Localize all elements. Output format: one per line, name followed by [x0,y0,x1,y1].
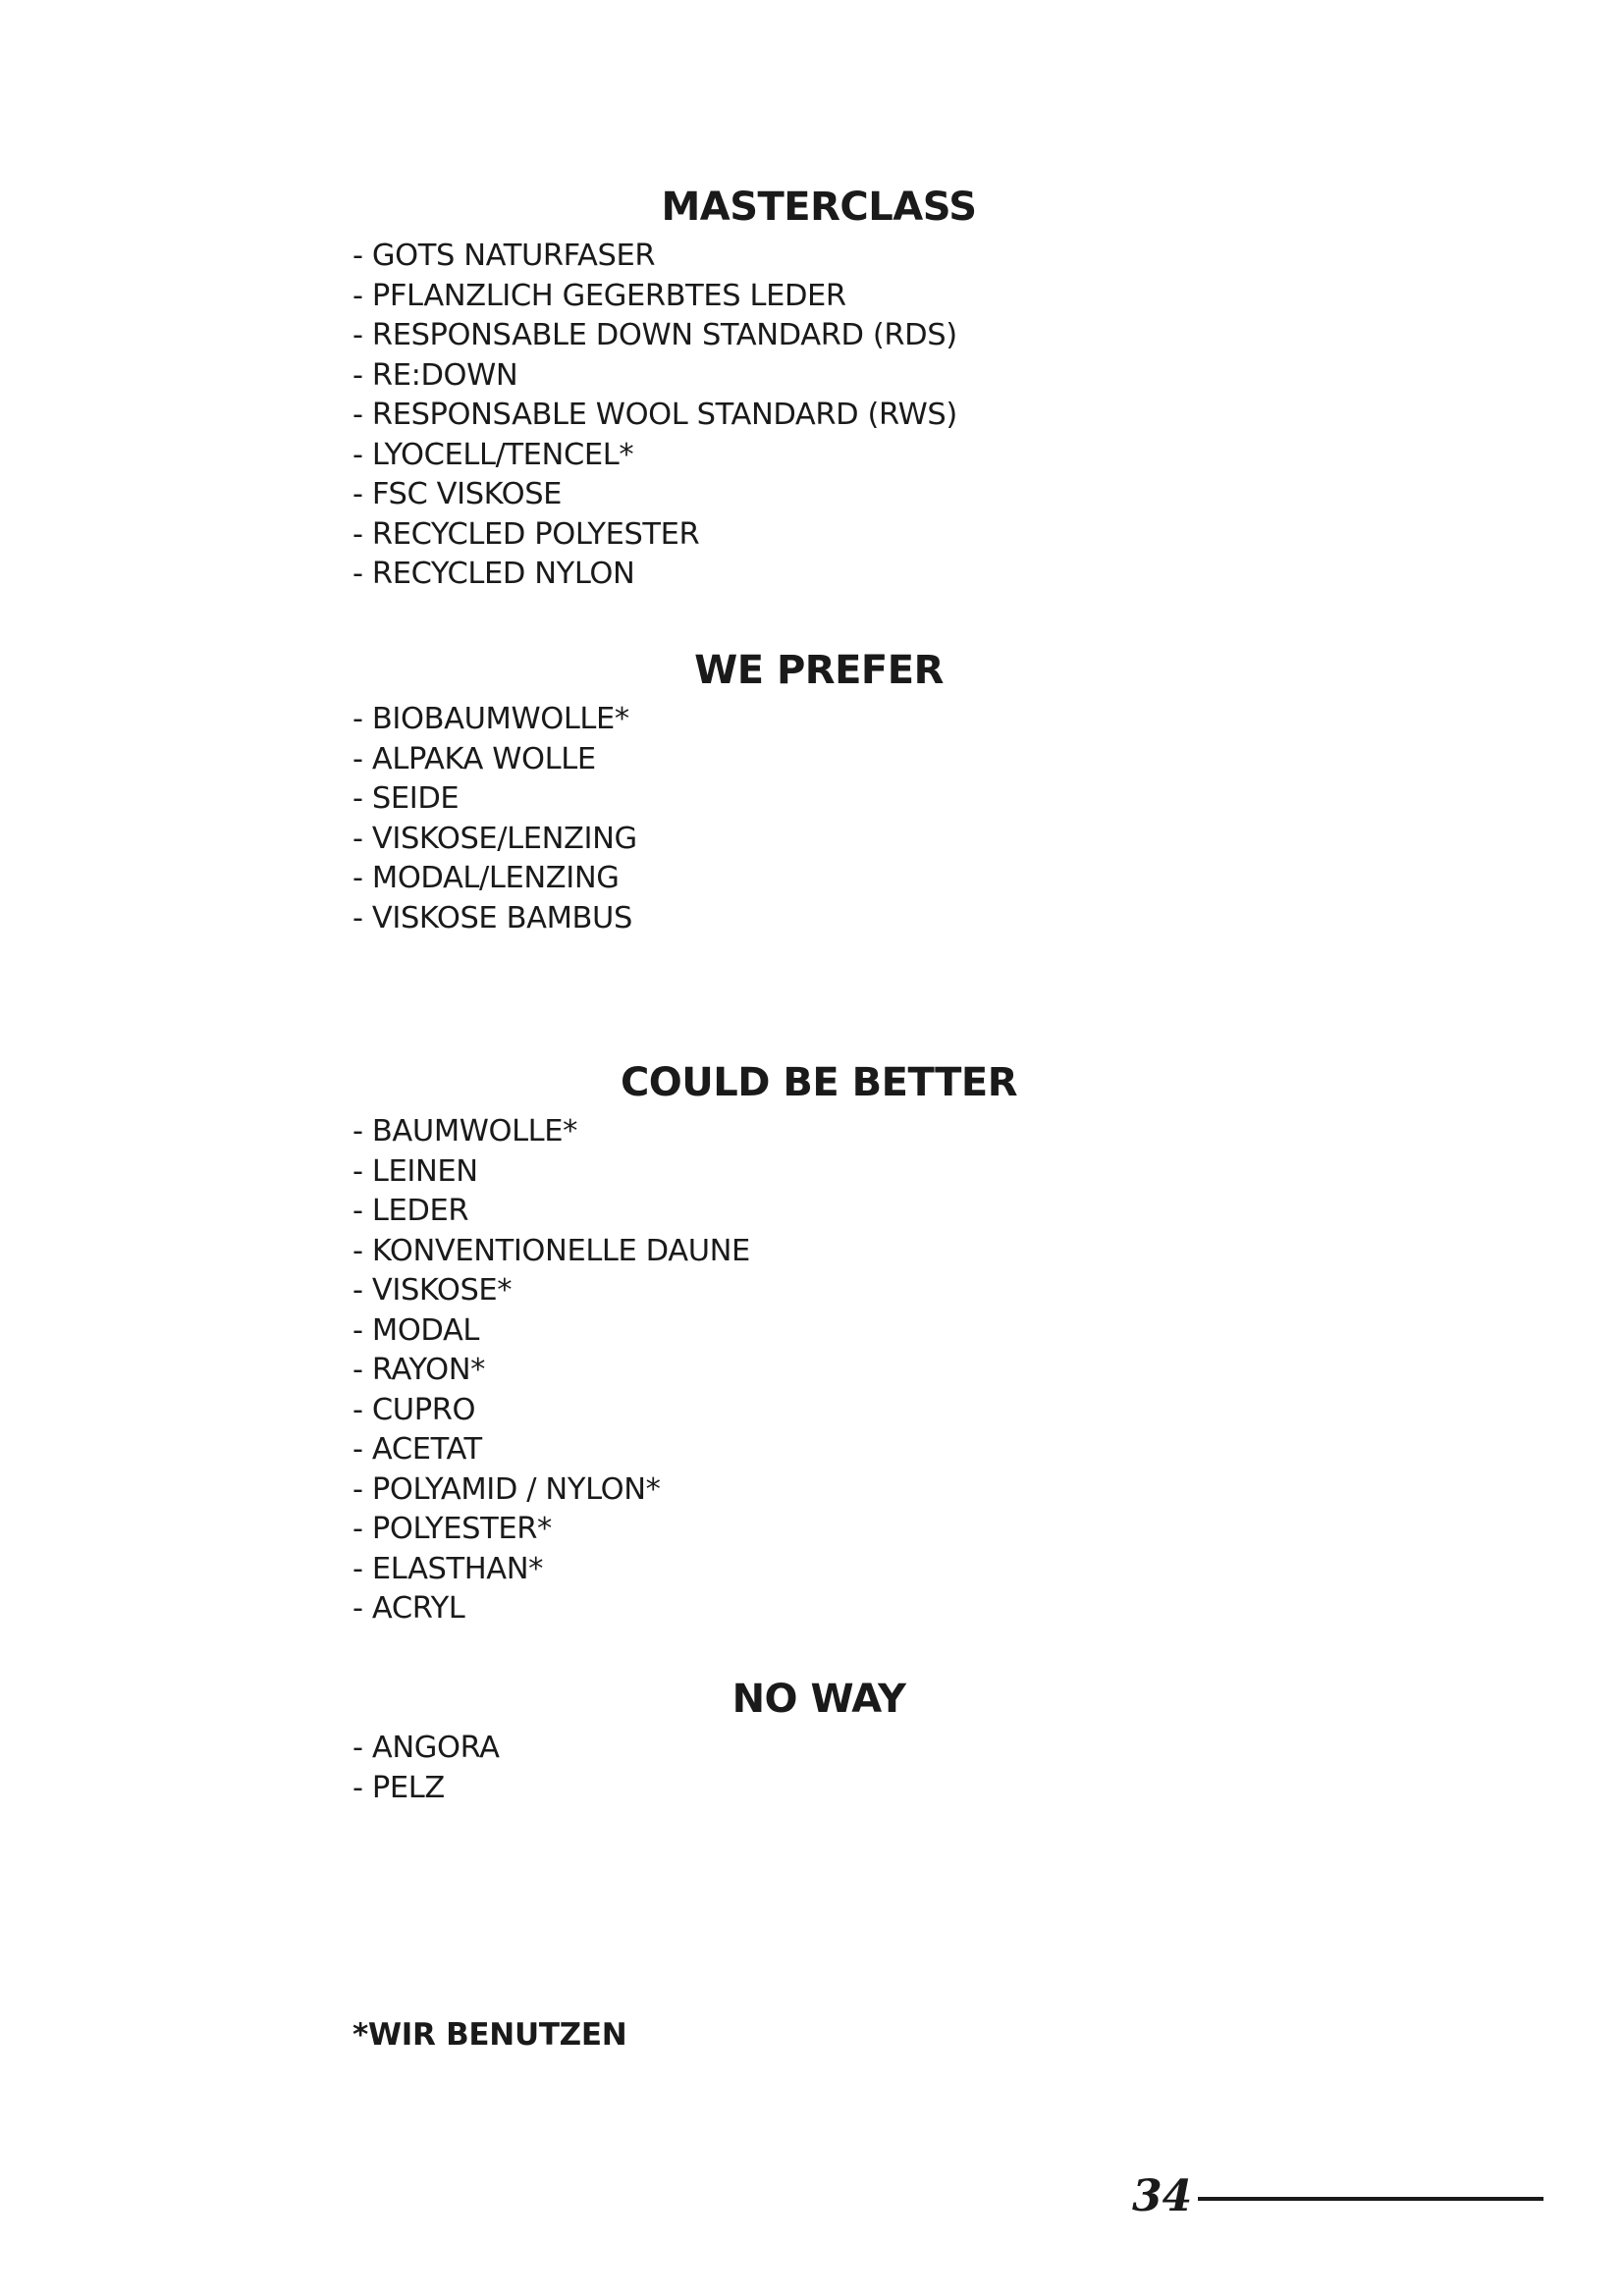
section-title: COULD BE BETTER [620,1060,1018,1105]
list-item: - VISKOSE BAMBUS [352,900,632,935]
list-item: - LEDER [352,1194,469,1228]
list-item: - RESPONSABLE DOWN STANDARD (RDS) [352,318,957,352]
page-number: 34 [1132,2171,1193,2221]
list-item: - POLYAMID / NYLON* [352,1471,661,1507]
list-item: - VISKOSE/LENZING [352,821,637,856]
list-item: - RESPONSABLE WOOL STANDARD (RWS) [352,398,957,432]
footnote: *WIR BENUTZEN [352,2017,627,2053]
list-item: - LEINEN [352,1153,478,1189]
section-title: MASTERCLASS [661,185,977,230]
list-item: - VISKOSE* [352,1273,513,1308]
list-item: - MODAL [352,1312,480,1348]
list-item: - PELZ [352,1770,445,1805]
item-list [352,1729,500,1808]
list-item: - ALPAKA WOLLE [352,741,596,776]
list-item: - SEIDE [352,781,460,816]
list-item: - BIOBAUMWOLLE* [352,702,629,736]
list-item: - ELASTHAN* [352,1551,543,1586]
item-list [352,700,637,938]
item-list [352,237,957,595]
list-item: - ACETAT [352,1432,482,1467]
item-list [352,1112,750,1629]
section-title: NO WAY [731,1677,906,1722]
list-item: - BAUMWOLLE* [352,1114,577,1148]
list-item: - GOTS NATURFASER [352,239,656,273]
list-item: - FSC VISKOSE [352,477,563,511]
list-item: - KONVENTIONELLE DAUNE [352,1233,750,1268]
list-item: - CUPRO [352,1392,476,1427]
list-item: - MODAL/LENZING [352,861,620,895]
list-item: - PFLANZLICH GEGERBTES LEDER [352,278,846,313]
list-item: - POLYESTER* [352,1512,552,1546]
list-item: - RECYCLED NYLON [352,557,635,591]
list-item: - RECYCLED POLYESTER [352,516,700,552]
section-title: WE PREFER [694,648,944,693]
list-item: - ACRYL [352,1591,465,1626]
list-item: - ANGORA [352,1731,500,1765]
list-item: - RE:DOWN [352,357,518,393]
list-item: - RAYON* [352,1353,485,1387]
list-item: - LYOCELL/TENCEL* [352,437,634,472]
page-number-rule [1198,2197,1543,2201]
